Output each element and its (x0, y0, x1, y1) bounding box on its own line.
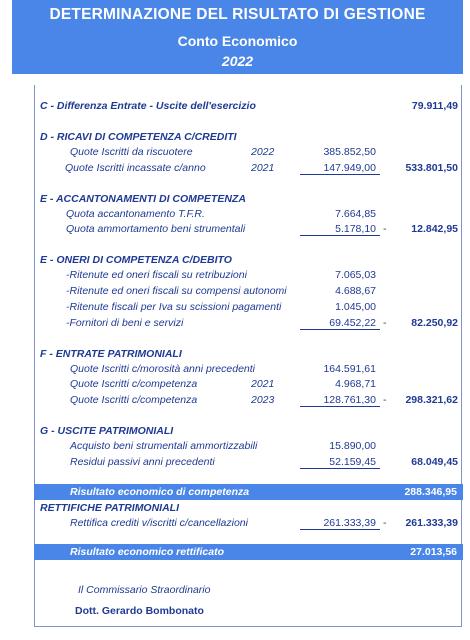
section-g-row-amount: 15.890,00 (329, 440, 376, 452)
section-e1-row-label: Quota ammortamento beni strumentali (66, 223, 246, 235)
section-g-title: G - USCITE PATRIMONIALI (40, 425, 174, 437)
section-d-row-label: Quote Iscritti incassate c/anno (65, 162, 206, 174)
section-e1-sign: - (383, 223, 387, 235)
risultato-competenza-band (34, 484, 463, 500)
risultato-rettificato-total: 27.013,56 (410, 546, 457, 558)
rettifiche-title: RETTIFICHE PATRIMONIALI (40, 502, 180, 514)
section-f-row-label: Quote Iscritti c/competenza (70, 394, 198, 406)
risultato-rettificato-label: Risultato economico rettificato (70, 546, 225, 558)
section-e1-row-amount: 7.664,85 (335, 208, 376, 220)
section-e2-row-label: -Ritenute ed oneri fiscali su retribuzioni (66, 269, 247, 281)
document-header (12, 0, 463, 74)
section-g-total: 68.049,45 (411, 456, 458, 468)
signature-role: Il Commissario Straordinario (78, 584, 211, 596)
document-title: DETERMINAZIONE DEL RISULTATO DI GESTIONE (49, 6, 426, 23)
section-f-row-year: 2021 (251, 378, 275, 390)
section-g-row-label: Acquisto beni strumentali ammortizzabili (70, 440, 258, 452)
section-f-row-year: 2023 (251, 394, 275, 406)
section-f-sign: - (383, 394, 387, 406)
section-g-row-label: Residui passivi anni precedenti (70, 456, 215, 468)
section-f-row-label: Quote Iscritti c/competenza (70, 378, 198, 390)
document-subtitle: Conto Economico (177, 33, 298, 49)
section-d-row-amount: 147.949,00 (300, 162, 380, 175)
signature-name: Dott. Gerardo Bombonato (75, 605, 204, 617)
section-e2-row-label: -Ritenute fiscali per Iva su scissioni pagamenti (66, 301, 282, 313)
risultato-competenza-label: Risultato economico di competenza (70, 486, 250, 498)
section-c-title: C - Differenza Entrate - Uscite dell'esercizio (40, 100, 256, 112)
section-e1-row-label: Quota accantonamento T.F.R. (66, 208, 205, 220)
section-e2-row-amount: 7.065,03 (335, 269, 376, 281)
section-d-row-year: 2022 (251, 146, 275, 158)
rettifiche-total: 261.333,39 (405, 517, 458, 529)
section-e2-row-label: -Ritenute ed oneri fiscali su compensi autonomi (66, 285, 287, 297)
section-e2-row-amount: 4.688,67 (335, 285, 376, 297)
section-d-row-amount: 385.852,50 (323, 146, 376, 158)
section-e2-sign: - (383, 317, 387, 329)
section-d-row-label: Quote Iscritti da riscuotere (70, 146, 193, 158)
section-c-total: 79.911,49 (411, 100, 458, 112)
section-e1-row-amount: 5.178,10 (300, 223, 380, 236)
section-f-row-amount: 4.968,71 (335, 378, 376, 390)
section-f-total: 298.321,62 (405, 394, 458, 406)
section-f-row-amount: 128.761,30 (300, 394, 380, 407)
section-f-row-label: Quote Iscritti c/morosità anni precedenti (70, 363, 256, 375)
section-e2-total: 82.250,92 (411, 317, 458, 329)
section-d-total: 533.801,50 (405, 162, 458, 174)
section-f-row-amount: 164.591,61 (323, 363, 376, 375)
section-d-title: D - RICAVI DI COMPETENZA C/CREDITI (40, 131, 237, 143)
rettifiche-sign: - (383, 517, 387, 529)
section-f-title: F - ENTRATE PATRIMONIALI (40, 348, 182, 360)
section-d-row-year: 2021 (251, 162, 275, 174)
rettifiche-row-label: Rettifica crediti v/iscritti c/cancellazioni (70, 517, 248, 529)
section-e1-title: E - ACCANTONAMENTI DI COMPETENZA (40, 193, 246, 205)
section-g-row-amount: 52.159,45 (300, 456, 380, 469)
section-e2-row-label: -Fornitori di beni e servizi (66, 317, 184, 329)
section-e2-title: E - ONERI DI COMPETENZA C/DEBITO (40, 254, 232, 266)
rettifiche-row-amount: 261.333,39 (300, 517, 380, 530)
document-year: 2022 (221, 53, 254, 69)
risultato-rettificato-band (34, 544, 463, 560)
risultato-competenza-total: 288.346,95 (404, 486, 457, 498)
section-e2-row-amount: 1.045,00 (335, 301, 376, 313)
section-e1-total: 12.842,95 (411, 223, 458, 235)
section-e2-row-amount: 69.452,22 (300, 317, 380, 330)
